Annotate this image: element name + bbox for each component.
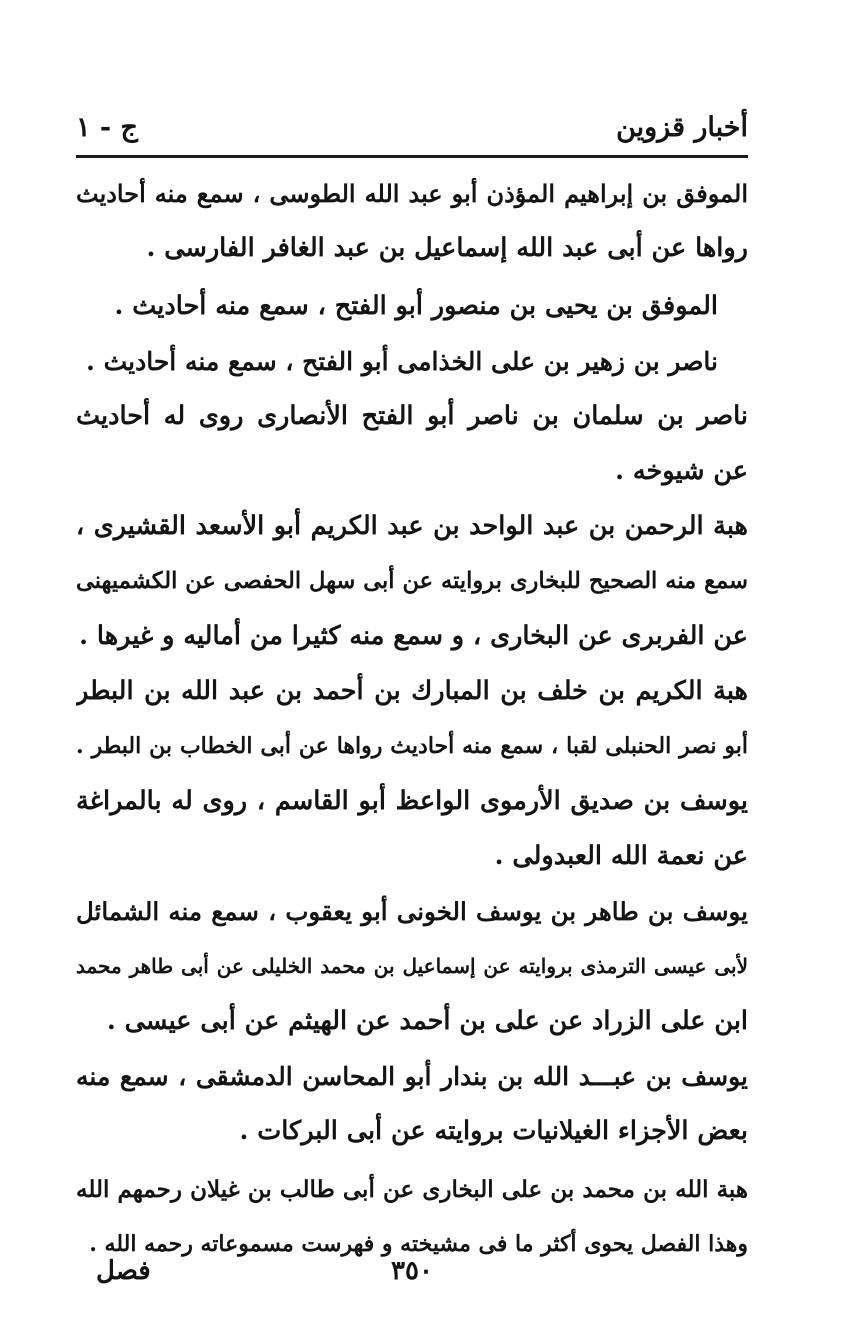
text-line: بعض الأجزاء الغيلانيات بروايته عن أبى البركات . — [239, 1116, 748, 1146]
text-line: عن شيوخه . — [615, 456, 748, 486]
text-line: رواها عن أبى عبد الله إسماعيل بن عبد الغافر الفارسى . — [146, 233, 748, 263]
text-line: ناصر بن زهير بن على الخذامى أبو الفتح ، سمع منه أحاديث . — [86, 347, 718, 376]
text-line: هبة الرحمن بن عبد الواحد بن عبد الكريم أبو الأسعد القشيرى ، — [76, 511, 748, 541]
text-line: أبو نصر الحنبلى لقبا ، سمع منه أحاديث رواها عن أبى الخطاب بن البطر . — [76, 733, 748, 759]
page-body — [76, 166, 748, 1272]
text-line: يوسف بن صديق الأرموى الواعظ أبو القاسم ، روى له بالمراغة — [76, 786, 748, 816]
text-line: يوسف بن طاهر بن يوسف الخونى أبو يعقوب ، سمع منه الشمائل — [76, 897, 748, 926]
text-line: ابن على الزراد عن على بن أحمد عن الهيثم عن أبى عيسى . — [106, 1006, 748, 1036]
text-line: يوسف بن عبـــد الله بن بندار أبو المحاسن الدمشقى ، سمع منه — [76, 1062, 748, 1091]
book-title: أخبار قزوين — [616, 112, 748, 143]
header-rule — [76, 155, 748, 158]
volume-number: ج - ١ — [76, 112, 138, 143]
text-line: هبة الله بن محمد بن على البخارى عن أبى طالب بن غيلان رحمهم الله — [76, 1176, 748, 1203]
text-line: لأبى عيسى الترمذى بروايته عن إسماعيل بن محمد الخليلى عن أبى طاهر محمد — [76, 954, 748, 978]
text-line: عن نعمة الله العبدولى . — [494, 841, 748, 871]
text-line: الموفق بن يحيى بن منصور أبو الفتح ، سمع منه أحاديث . — [114, 291, 718, 321]
text-line: الموفق بن إبراهيم المؤذن أبو عبد الله الطوسى ، سمع منه أحاديث — [76, 179, 748, 208]
text-line: سمع منه الصحيح للبخارى بروايته عن أبى سهل الحفصى عن الكشميهنى — [76, 568, 748, 594]
text-line: عن الفربرى عن البخارى ، و سمع منه كثيرا من أماليه و غيرها . — [79, 621, 748, 651]
text-line: وهذا الفصل يحوى أكثر ما فى مشيخته و فهرست مسموعاته رحمه الله . — [89, 1231, 748, 1257]
running-header — [76, 108, 748, 152]
page-number: ٣٥٠ — [391, 1256, 433, 1286]
page-footer — [76, 1256, 748, 1296]
text-line: ناصر بن سلمان بن ناصر أبو الفتح الأنصارى روى له أحاديث — [76, 401, 748, 431]
text-line: هبة الكريم بن خلف بن المبارك بن أحمد بن عبد الله بن البطر — [76, 676, 748, 706]
catchword: فصل — [96, 1256, 151, 1286]
